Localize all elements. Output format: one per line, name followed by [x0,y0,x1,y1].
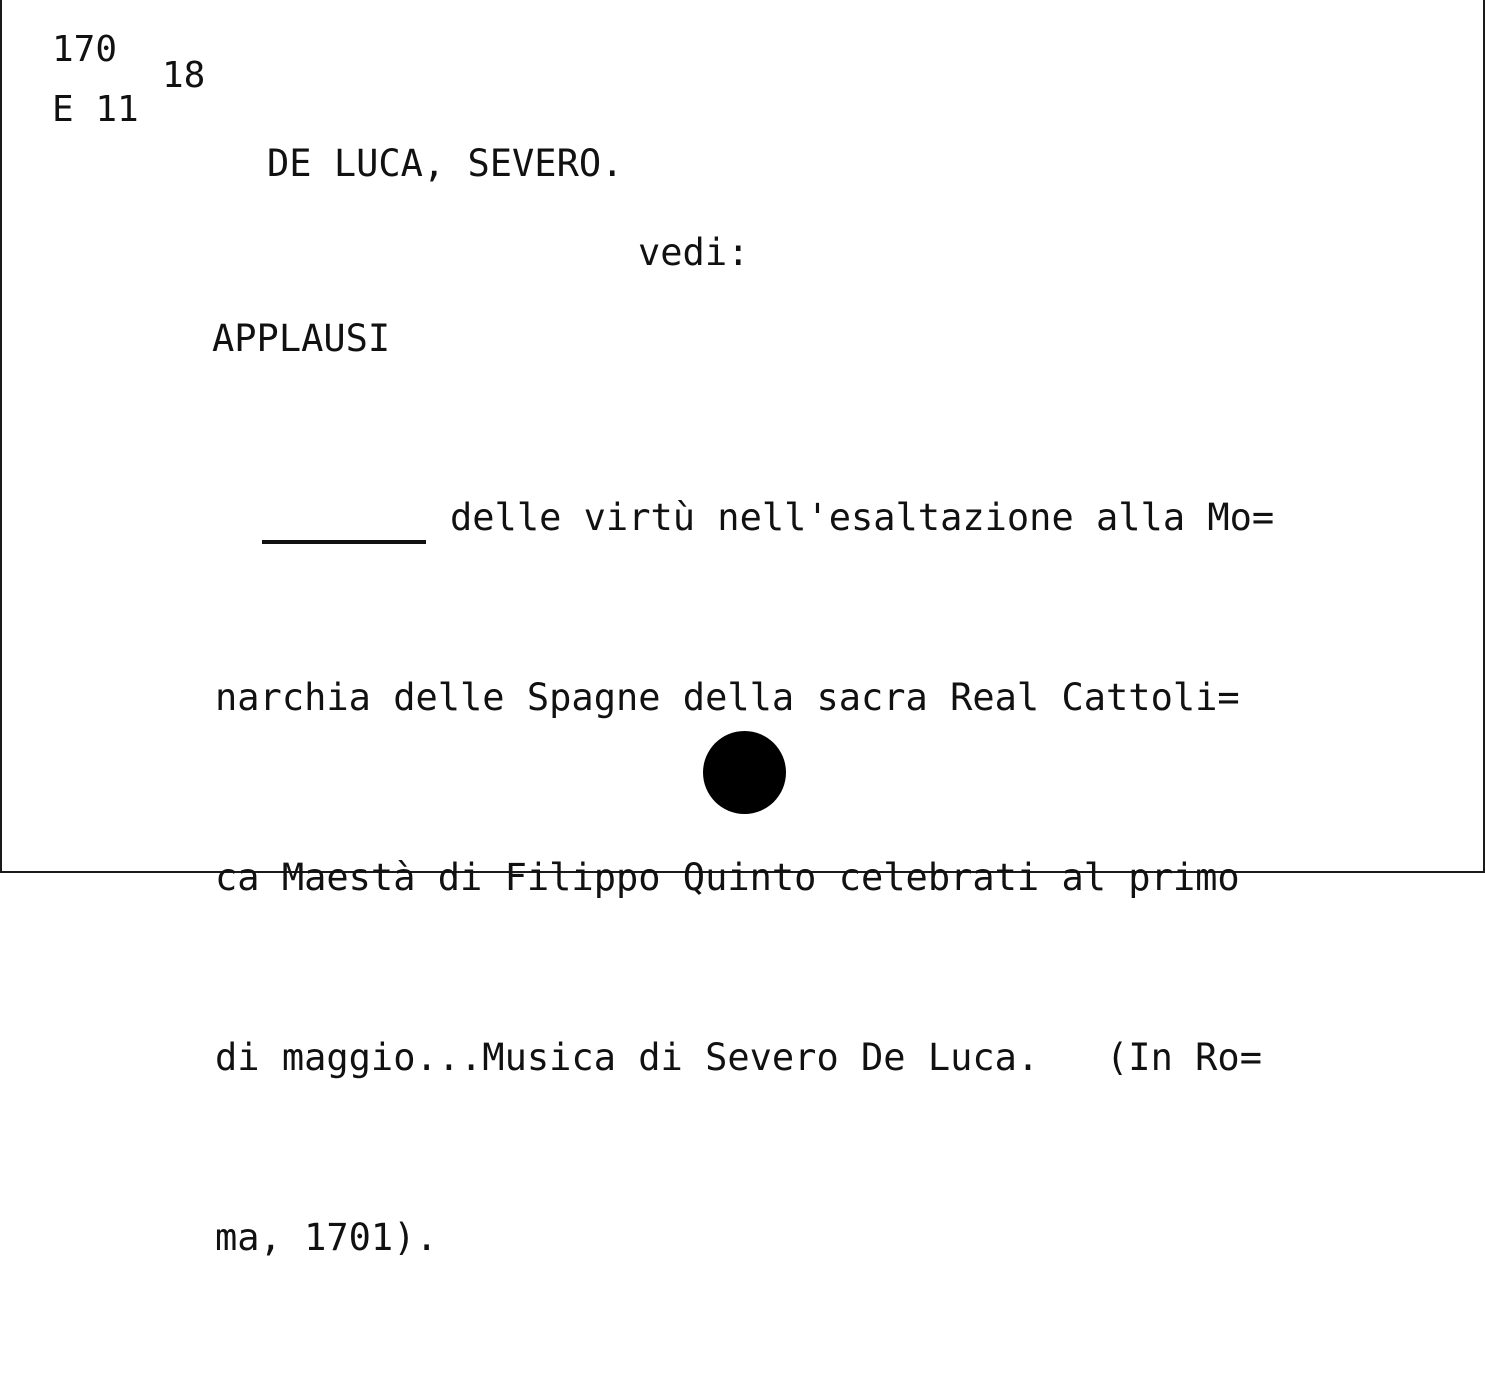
title-repeat-dash [262,540,426,544]
see-reference: vedi: [638,231,750,274]
description-line-5: ma, 1701). [215,1216,438,1259]
description-line-1 [215,488,1274,548]
title-entry: APPLAUSI [212,317,391,360]
description-line-4: di maggio...Musica di Severo De Luca. (In Ro= [215,1036,1262,1079]
call-number-line-2: E 11 [52,89,139,130]
description-block [215,368,1274,1388]
description-line-3: ca Maestà di Filippo Quinto celebrati al primo [215,856,1240,899]
description-line-1-text: delle virtù nell'esaltazione alla Mo= [450,496,1275,539]
author-heading: DE LUCA, SEVERO. [267,142,624,185]
description-line-2: narchia delle Spagne della sacra Real Cattoli= [215,676,1240,719]
call-number-superscript: 18 [162,55,206,96]
punch-hole [703,731,786,814]
call-number-line-1: 170 [52,29,118,70]
